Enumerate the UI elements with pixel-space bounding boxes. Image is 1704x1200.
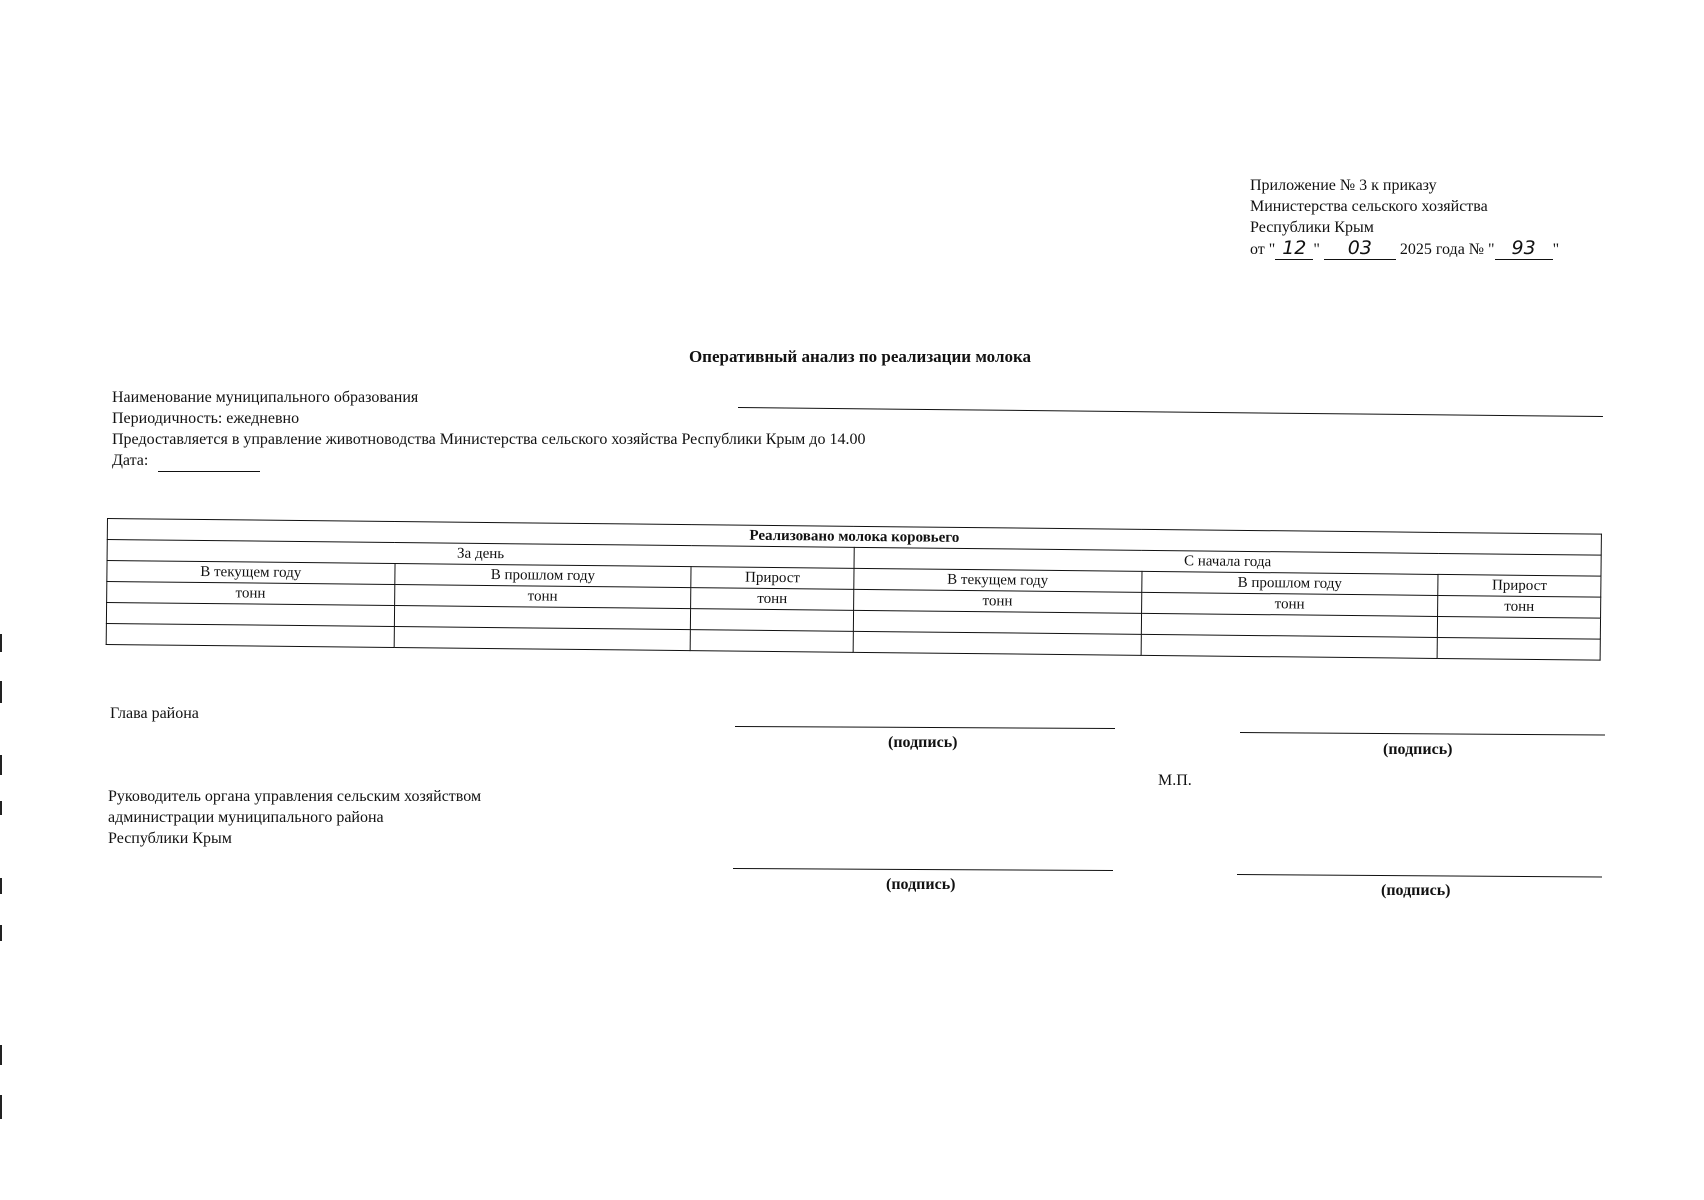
scan-mark xyxy=(0,925,2,941)
submission-label: Предоставляется в управление животноводства Министерства сельского хозяйства Республики Крым до 14.00 xyxy=(112,431,866,448)
table-cell[interactable] xyxy=(1438,616,1601,639)
appendix-line: Министерства сельского хозяйства xyxy=(1250,198,1488,215)
table-cell[interactable] xyxy=(394,627,691,651)
order-month: 03 xyxy=(1324,238,1396,260)
periodicity-label: Периодичность: ежедневно xyxy=(112,410,300,427)
column-header: В прошлом году xyxy=(394,564,691,588)
scan-mark xyxy=(0,681,2,703)
column-header: В текущем году xyxy=(854,568,1142,592)
signature-caption: (подпись) xyxy=(1381,882,1451,899)
municipality-label: Наименование муниципального образования xyxy=(112,389,419,406)
signature-line xyxy=(733,868,1113,871)
appendix-date-line: от " 12 " 03 2025 года № " 93 " xyxy=(1250,237,1560,259)
unit-cell: тонн xyxy=(854,589,1142,613)
scan-mark xyxy=(0,1095,2,1119)
appendix-block xyxy=(1250,175,1559,260)
signature-line xyxy=(1240,732,1605,736)
table-cell[interactable] xyxy=(106,623,394,647)
document-title: Оперативный анализ по реализации молока xyxy=(688,347,1032,366)
table-cell[interactable] xyxy=(690,630,853,653)
group-header-year: С начала года xyxy=(854,547,1601,576)
stamp-label: М.П. xyxy=(1158,772,1192,789)
table-cell[interactable] xyxy=(853,610,1141,634)
intro-block xyxy=(112,387,865,472)
signature-line xyxy=(1237,874,1602,878)
municipality-field-line xyxy=(738,407,1603,417)
milk-sales-table xyxy=(106,518,1602,661)
date-field xyxy=(158,450,260,472)
table-header: Реализовано молока коровьего xyxy=(107,519,1601,556)
signature-line xyxy=(735,726,1115,729)
signature-caption: (подпись) xyxy=(888,734,958,751)
manager-label: Руководитель органа управления сельским хозяйством администрации муниципального района Республики Крым xyxy=(108,788,482,847)
date-label: Дата: xyxy=(112,452,149,469)
appendix-line: Республики Крым xyxy=(1250,219,1374,236)
group-header-day: За день xyxy=(107,540,854,569)
unit-cell: тонн xyxy=(1141,592,1438,616)
scan-mark xyxy=(0,755,2,775)
unit-cell: тонн xyxy=(691,588,854,611)
order-day: 12 xyxy=(1275,238,1313,260)
table-cell[interactable] xyxy=(1437,637,1600,660)
scan-mark xyxy=(0,801,2,815)
date-row xyxy=(112,450,865,472)
unit-cell: тонн xyxy=(1438,595,1601,618)
order-number: 93 xyxy=(1495,238,1553,260)
scan-mark xyxy=(0,1045,2,1065)
table-cell[interactable] xyxy=(106,603,394,627)
table-cell[interactable] xyxy=(1141,634,1438,658)
unit-cell: тонн xyxy=(394,585,691,609)
column-header: Прирост xyxy=(691,567,854,590)
scan-mark xyxy=(0,634,2,652)
column-header: В текущем году xyxy=(107,561,395,585)
table-cell[interactable] xyxy=(691,609,854,632)
appendix-line: Приложение № 3 к приказу xyxy=(1250,177,1437,194)
column-header: В прошлом году xyxy=(1141,571,1438,595)
head-of-district-label: Глава района xyxy=(110,705,199,722)
table-cell[interactable] xyxy=(853,631,1141,655)
column-header: Прирост xyxy=(1438,574,1601,597)
scan-mark xyxy=(0,878,2,894)
signature-caption: (подпись) xyxy=(1383,741,1453,758)
signature-caption: (подпись) xyxy=(886,876,956,893)
unit-cell: тонн xyxy=(107,582,395,606)
